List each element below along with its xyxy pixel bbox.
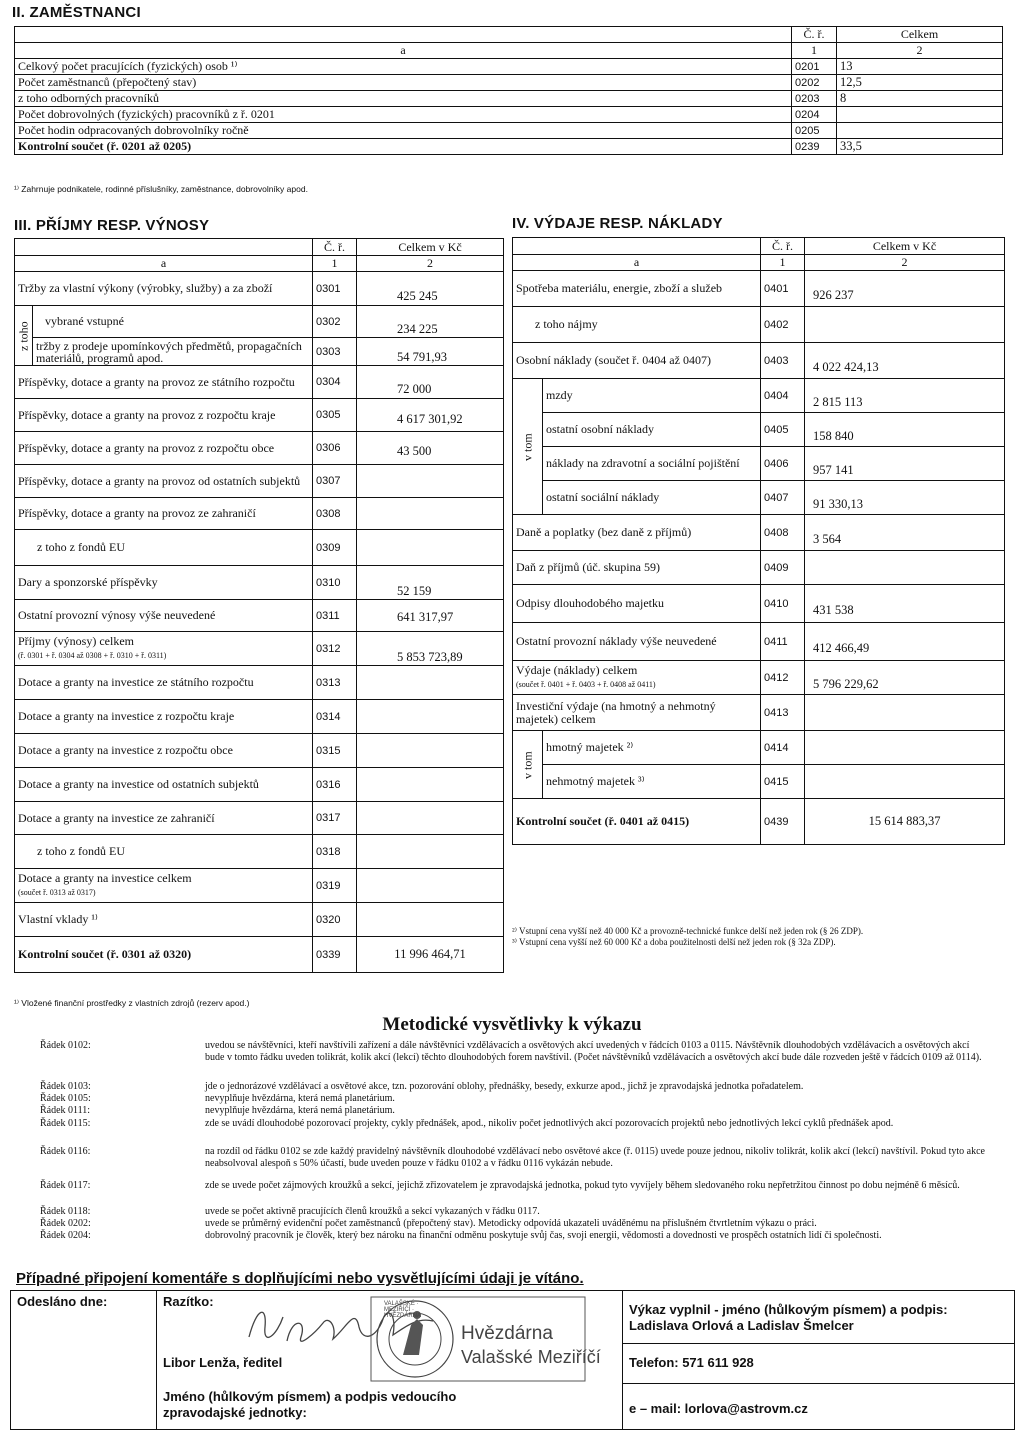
row-value[interactable] — [357, 498, 504, 530]
row-value[interactable] — [357, 802, 504, 835]
row-value[interactable] — [357, 869, 504, 903]
table-row — [15, 700, 504, 734]
filled-by-cell — [623, 1291, 1015, 1430]
director-name: Libor Lenža, ředitel — [163, 1355, 283, 1370]
row-value[interactable]: 5 796 229,62 — [805, 661, 1005, 695]
row-value[interactable]: 158 840 — [805, 413, 1005, 447]
table-row — [513, 343, 1005, 379]
methodology-row-text: uvede se počet aktivně pracujících členů kroužků a sekcí vykazaných v řádku 0117. — [205, 1206, 540, 1217]
row-value[interactable]: 234 225 — [357, 306, 504, 338]
row-label: Dotace a granty na investice celkem — [18, 871, 192, 885]
table-row — [513, 307, 1005, 343]
row-code: 0314 — [313, 700, 357, 734]
comment-note: Případné připojení komentáře s doplňujícími nebo vysvětlujícími údaji je vítáno. — [16, 1270, 584, 1287]
methodology-row-label: Řádek 0102: — [40, 1040, 91, 1051]
row-code: 0413 — [761, 695, 805, 731]
methodology-row-label: Řádek 0117: — [40, 1180, 91, 1191]
row-label: Daně a poplatky (bez daně z příjmů) — [516, 525, 692, 539]
row-value[interactable] — [357, 465, 504, 498]
row-label: vybrané vstupné — [45, 314, 124, 328]
header-2: 2 — [357, 256, 504, 272]
row-label: ostatní osobní náklady — [546, 422, 654, 436]
table-row — [513, 447, 1005, 481]
methodology-row-label: Řádek 0103: — [40, 1081, 91, 1092]
header-row-number: Č. ř. — [761, 238, 805, 255]
methodology-row-label: Řádek 0118: — [40, 1206, 91, 1217]
header-1: 1 — [761, 255, 805, 271]
section-title-employees: II. ZAMĚSTNANCI — [12, 4, 141, 21]
row-code: 0318 — [313, 835, 357, 869]
methodology-row-text: nevyplňuje hvězdárna, která nemá planetárium. — [205, 1093, 395, 1104]
row-label: Příjmy (výnosy) celkem — [18, 634, 134, 648]
row-value[interactable] — [805, 731, 1005, 765]
row-label: mzdy — [546, 388, 573, 402]
row-code: 0316 — [313, 768, 357, 802]
row-value[interactable] — [357, 835, 504, 869]
row-value[interactable] — [357, 768, 504, 802]
row-label: z toho z fondů EU — [37, 844, 125, 858]
table-row — [15, 498, 504, 530]
row-code: 0309 — [313, 530, 357, 566]
row-code: 0303 — [313, 338, 357, 366]
row-label: Příspěvky, dotace a granty na provoz ze zahraničí — [18, 506, 256, 520]
row-label: z toho z fondů EU — [37, 540, 125, 554]
row-code: 0439 — [761, 799, 805, 845]
row-code: 0406 — [761, 447, 805, 481]
row-code: 0401 — [761, 271, 805, 307]
row-code: 0301 — [313, 272, 357, 306]
methodology-item — [40, 1146, 990, 1180]
row-value[interactable]: 3 564 — [805, 515, 1005, 551]
filled-by-label: Výkaz vyplnil - jméno (hůlkovým písmem) a podpis: — [629, 1302, 948, 1317]
table-row — [15, 59, 1003, 75]
methodology-row-label: Řádek 0202: — [40, 1218, 91, 1229]
row-code: 0302 — [313, 306, 357, 338]
methodology-row-label: Řádek 0105: — [40, 1093, 91, 1104]
sent-date-label: Odesláno dne: — [17, 1294, 108, 1309]
methodology-row-text: nevyplňuje hvězdárna, která nemá planetárium. — [205, 1105, 395, 1116]
table-row — [513, 695, 1005, 731]
row-value[interactable]: 5 853 723,89 — [357, 632, 504, 666]
row-value[interactable] — [805, 551, 1005, 585]
expenses-table — [512, 237, 1005, 845]
row-code: 0311 — [313, 600, 357, 632]
row-label: Dary a sponzorské příspěvky — [18, 575, 158, 589]
header-a: a — [15, 43, 792, 59]
row-label: Počet hodin odpracovaných dobrovolníky ročně — [15, 123, 792, 139]
table-row — [15, 802, 504, 835]
stamp-text-line2: Valašské Meziříčí — [461, 1347, 601, 1367]
table-row — [15, 107, 1003, 123]
table-row — [15, 734, 504, 768]
methodology-row-label: Řádek 0204: — [40, 1230, 91, 1241]
row-value[interactable]: 4 617 301,92 — [357, 399, 504, 432]
row-code: 0317 — [313, 802, 357, 835]
row-code: 0407 — [761, 481, 805, 515]
row-value[interactable]: 425 245 — [357, 272, 504, 306]
row-code: 0315 — [313, 734, 357, 768]
row-value[interactable]: 72 000 — [357, 366, 504, 399]
row-value[interactable]: 12,5 — [837, 75, 1003, 91]
header-2: 2 — [805, 255, 1005, 271]
table-row — [513, 413, 1005, 447]
footnote-expenses-3: ³⁾ Vstupní cena vyšší než 60 000 Kč a doba použitelnosti delší než jeden rok (§ 32a ZDP). — [512, 937, 836, 947]
row-code: 0319 — [313, 869, 357, 903]
table-row — [513, 799, 1005, 845]
methodology-item — [40, 1180, 990, 1206]
row-label: Osobní náklady (součet ř. 0404 až 0407) — [516, 353, 711, 367]
header-1: 1 — [313, 256, 357, 272]
z-toho-label: z toho — [15, 306, 33, 366]
row-value[interactable]: 33,5 — [837, 139, 1003, 155]
table-row — [15, 566, 504, 600]
row-label-sub: (součet ř. 0313 až 0317) — [18, 888, 96, 897]
header-row-number: Č. ř. — [792, 27, 837, 43]
row-label: Kontrolní součet (ř. 0401 až 0415) — [516, 814, 690, 828]
row-code: 0306 — [313, 432, 357, 465]
row-label: Spotřeba materiálu, energie, zboží a služeb — [516, 281, 723, 295]
row-value[interactable]: 13 — [837, 59, 1003, 75]
table-row — [513, 481, 1005, 515]
row-value[interactable] — [357, 700, 504, 734]
table-row — [513, 661, 1005, 695]
row-label: Příspěvky, dotace a granty na provoz z rozpočtu obce — [18, 440, 275, 455]
row-value[interactable]: 2 815 113 — [805, 379, 1005, 413]
methodology-row-text: zde se uvede počet zájmových kroužků a sekcí, jejichž zřizovatelem je zpravodajská jednotka, pokud tyto vyvíjely během sledovaného roku nepřetržitou činnost po dobu nejméně 6 měsíců. — [205, 1180, 960, 1191]
row-code: 0203 — [792, 91, 837, 107]
methodology-item — [40, 1230, 990, 1256]
row-code: 0312 — [313, 632, 357, 666]
row-code: 0412 — [761, 661, 805, 695]
row-code: 0414 — [761, 731, 805, 765]
header-total: Celkem — [837, 27, 1003, 43]
row-label: Příspěvky, dotace a granty na provoz z rozpočtu kraje — [18, 407, 276, 422]
section-title-revenues: III. PŘÍJMY RESP. VÝNOSY — [14, 217, 210, 234]
row-label: Příspěvky, dotace a granty na provoz ze státního rozpočtu — [18, 374, 295, 389]
table-row — [15, 903, 504, 937]
v-tom-label: v tom — [513, 379, 543, 515]
sent-date-cell[interactable] — [11, 1291, 157, 1430]
stamp-text-line1: Hvězdárna — [461, 1323, 553, 1344]
row-label: náklady na zdravotní a sociální pojištění — [546, 456, 740, 470]
table-row — [15, 768, 504, 802]
table-row — [15, 632, 504, 666]
table-row — [15, 399, 504, 432]
row-code: 0307 — [313, 465, 357, 498]
row-value[interactable] — [805, 765, 1005, 799]
row-label: Odpisy dlouhodobého majetku — [516, 596, 664, 610]
row-code: 0415 — [761, 765, 805, 799]
row-label: Ostatní provozní náklady výše neuvedené — [516, 634, 717, 648]
table-row — [15, 600, 504, 632]
row-value[interactable] — [357, 734, 504, 768]
revenues-table — [14, 238, 504, 973]
row-label-sub: (ř. 0301 + ř. 0304 až 0308 + ř. 0310 + ř. 0311) — [18, 651, 167, 660]
header-row-number: Č. ř. — [313, 239, 357, 256]
table-row — [513, 551, 1005, 585]
table-row — [15, 937, 504, 973]
footnote-employees: ¹⁾ Zahrnuje podnikatele, rodinné příslušníky, zaměstnance, dobrovolníky apod. — [14, 184, 308, 194]
row-label: Dotace a granty na investice z rozpočtu kraje — [18, 709, 235, 723]
row-value[interactable]: 957 141 — [805, 447, 1005, 481]
email-address: e – mail: lorlova@astrovm.cz — [629, 1401, 808, 1416]
row-value[interactable]: 926 237 — [805, 271, 1005, 307]
table-row — [15, 465, 504, 498]
methodology-item — [40, 1040, 990, 1080]
table-row — [513, 731, 1005, 765]
row-label: tržby z prodeje upomínkových předmětů, propagačních materiálů, programů apod. — [36, 338, 302, 365]
row-code: 0304 — [313, 366, 357, 399]
signature-box — [10, 1290, 1015, 1430]
methodology-row-label: Řádek 0116: — [40, 1146, 91, 1157]
table-row — [15, 366, 504, 399]
row-label: hmotný majetek ²⁾ — [546, 740, 634, 754]
methodology-item — [40, 1105, 990, 1117]
section-title-expenses: IV. VÝDAJE RESP. NÁKLADY — [512, 215, 723, 232]
row-code: 0408 — [761, 515, 805, 551]
header-1: 1 — [792, 43, 837, 59]
methodology-item — [40, 1218, 990, 1230]
methodology-item — [40, 1206, 990, 1218]
methodology-row-text: uvedou se návštěvníci, kteří navštívili zařízení a dále návštěvníci vzdělávacích a osvětových akcí uvedených v řádcích 0103 a 0115. Návštěvník dlouhodobých vzdělávacích a osvětových akcí bude v tomto řádku uveden tolikrát, kolik akcí (lekcí) těchto dlouhodobých forem navštívil. (Počet návštěvníků vzdělávacích a osvětových akcí bude dále rozveden ještě v řádcích 0109 až 0114). — [205, 1040, 982, 1063]
table-row — [15, 272, 504, 306]
methodology-row-text: uvede se průměrný evidenční počet zaměstnanců (přepočtený stav). Metodicky odpovídá ukazateli uváděnému na příslušném čtvrtletním výkazu o práci. — [205, 1218, 817, 1229]
table-row — [513, 585, 1005, 623]
row-label: ostatní sociální náklady — [546, 490, 660, 504]
row-value[interactable] — [837, 107, 1003, 123]
v-tom-label: v tom — [513, 731, 543, 799]
row-label: Dotace a granty na investice ze státního rozpočtu — [18, 675, 254, 689]
row-label: Dotace a granty na investice od ostatních subjektů — [18, 777, 259, 791]
methodology-row-text: jde o jednorázové vzdělávací a osvětové akce, tzn. pozorování oblohy, přednášky, besedy, exkurze apod., jichž je zpravodajská jednotka pořadatelem. — [205, 1081, 804, 1092]
row-code: 0310 — [313, 566, 357, 600]
table-row — [15, 835, 504, 869]
row-label: Tržby za vlastní výkony (výrobky, služby) a za zboží — [18, 281, 273, 295]
row-code: 0205 — [792, 123, 837, 139]
row-value[interactable]: 43 500 — [357, 432, 504, 465]
row-code: 0409 — [761, 551, 805, 585]
table-row — [15, 869, 504, 903]
employees-table — [14, 26, 1003, 155]
header-2: 2 — [837, 43, 1003, 59]
row-value[interactable]: 91 330,13 — [805, 481, 1005, 515]
row-label: Dotace a granty na investice ze zahraničí — [18, 810, 215, 825]
table-row — [15, 432, 504, 465]
row-code: 0308 — [313, 498, 357, 530]
row-code: 0404 — [761, 379, 805, 413]
table-row — [513, 271, 1005, 307]
table-row — [15, 530, 504, 566]
phone-number: Telefon: 571 611 928 — [629, 1355, 754, 1370]
organization-stamp — [357, 1295, 603, 1385]
row-value[interactable]: 11 996 464,71 — [357, 937, 504, 973]
row-code: 0204 — [792, 107, 837, 123]
row-label: Počet zaměstnanců (přepočtený stav) — [15, 75, 792, 91]
row-code: 0313 — [313, 666, 357, 700]
methodology-row-text: na rozdíl od řádku 0102 se zde každý pravidelný návštěvník dlouhodobé vzdělávací nebo osvětové akce (ř. 0115) uvede pouze jednou, nikoliv tolikrát, kolik akcí (lekcí) navštívil. Pokud tyto akce neabsolvoval alespoň s 50% účastí, bude uveden pouze v řádku 0102 a v řádku 0116 vykázán nebude. — [205, 1146, 985, 1169]
table-row — [15, 306, 504, 338]
row-value[interactable]: 4 022 424,13 — [805, 343, 1005, 379]
row-code: 0202 — [792, 75, 837, 91]
row-value[interactable]: 8 — [837, 91, 1003, 107]
row-label: Investiční výdaje (na hmotný a nehmotný majetek) celkem — [516, 698, 716, 726]
row-label: Ostatní provozní výnosy výše neuvedené — [18, 608, 216, 622]
methodology-item — [40, 1118, 990, 1146]
row-value[interactable] — [357, 666, 504, 700]
table-row — [15, 91, 1003, 107]
methodology-row-label: Řádek 0111: — [40, 1105, 91, 1116]
table-row — [15, 123, 1003, 139]
row-value[interactable]: 412 466,49 — [805, 623, 1005, 661]
table-row — [15, 338, 504, 366]
footnote-expenses-2: ²⁾ Vstupní cena vyšší než 40 000 Kč a provozně-technické funkce delší než jeden rok (§ 26 ZDP). — [512, 926, 864, 936]
row-code: 0410 — [761, 585, 805, 623]
methodology-item — [40, 1093, 990, 1105]
row-label: Kontrolní součet (ř. 0201 až 0205) — [15, 139, 792, 155]
row-label: Počet dobrovolných (fyzických) pracovníků z ř. 0201 — [15, 107, 792, 123]
methodology-row-label: Řádek 0115: — [40, 1118, 91, 1129]
row-label: nehmotný majetek ³⁾ — [546, 774, 645, 788]
header-a: a — [513, 255, 761, 271]
row-value[interactable]: 52 159 — [357, 566, 504, 600]
table-row — [15, 666, 504, 700]
row-code: 0411 — [761, 623, 805, 661]
row-value[interactable] — [805, 695, 1005, 731]
row-label: z toho nájmy — [535, 317, 598, 331]
row-code: 0305 — [313, 399, 357, 432]
row-value[interactable]: 15 614 883,37 — [805, 799, 1005, 845]
methodology-row-text: dobrovolný pracovník je člověk, který bez nároku na finanční odměnu poskytuje svůj čas, svoji energii, vědomosti a dovednosti ve prospěch ostatních lidí či společnosti. — [205, 1230, 882, 1241]
row-code: 0402 — [761, 307, 805, 343]
row-code: 0239 — [792, 139, 837, 155]
head-signature-label: Jméno (hůlkovým písmem) a podpis vedoucího zpravodajské jednotky: — [163, 1389, 457, 1420]
methodology-item — [40, 1081, 990, 1093]
row-label: Celkový počet pracujících (fyzických) osob ¹⁾ — [15, 59, 792, 75]
methodology-row-text: zde se uvádí dlouhodobé pozorovací projekty, cykly přednášek, apod., nikoliv počet jednotlivých akcí pozorovacích projektů nebo jednotlivých lekcí cyklů přednášek apod. — [205, 1118, 894, 1129]
row-label: Daň z příjmů (úč. skupina 59) — [516, 560, 660, 574]
row-label-sub: (součet ř. 0401 + ř. 0403 + ř. 0408 až 0411) — [516, 680, 656, 689]
footnote-revenues: ¹⁾ Vložené finanční prostředky z vlastních zdrojů (rezerv apod.) — [14, 998, 250, 1008]
row-code: 0320 — [313, 903, 357, 937]
table-row — [513, 765, 1005, 799]
row-code: 0405 — [761, 413, 805, 447]
row-value[interactable]: 641 317,97 — [357, 600, 504, 632]
table-row — [513, 379, 1005, 413]
header-total-czk: Celkem v Kč — [357, 239, 504, 256]
row-value[interactable] — [357, 903, 504, 937]
row-value[interactable] — [805, 307, 1005, 343]
row-code: 0201 — [792, 59, 837, 75]
header-a: a — [15, 256, 313, 272]
row-value[interactable]: 431 538 — [805, 585, 1005, 623]
stamp-ring-text: VALAŠSKÉ · MEZIŘÍČÍ · HVĚZDÁRNA — [384, 1301, 422, 1319]
methodology-title: Metodické vysvětlivky k výkazu — [382, 1014, 642, 1035]
row-code: 0339 — [313, 937, 357, 973]
filled-by-names: Ladislava Orlová a Ladislav Šmelcer — [629, 1318, 854, 1333]
row-label: Výdaje (náklady) celkem — [516, 663, 638, 677]
table-row — [513, 515, 1005, 551]
row-label: z toho odborných pracovníků — [15, 91, 792, 107]
row-label: Vlastní vklady ¹⁾ — [18, 912, 98, 926]
row-label: Dotace a granty na investice z rozpočtu obce — [18, 743, 233, 757]
row-label: Kontrolní součet (ř. 0301 až 0320) — [18, 947, 192, 961]
table-row — [15, 75, 1003, 91]
table-row — [15, 139, 1003, 155]
row-value[interactable] — [837, 123, 1003, 139]
table-row — [513, 623, 1005, 661]
row-value[interactable] — [357, 530, 504, 566]
row-value[interactable]: 54 791,93 — [357, 338, 504, 366]
stamp-label: Razítko: — [163, 1294, 214, 1309]
header-total-czk: Celkem v Kč — [805, 238, 1005, 255]
row-code: 0403 — [761, 343, 805, 379]
row-label: Příspěvky, dotace a granty na provoz od ostatních subjektů — [18, 473, 301, 488]
stamp-cell — [157, 1291, 623, 1430]
